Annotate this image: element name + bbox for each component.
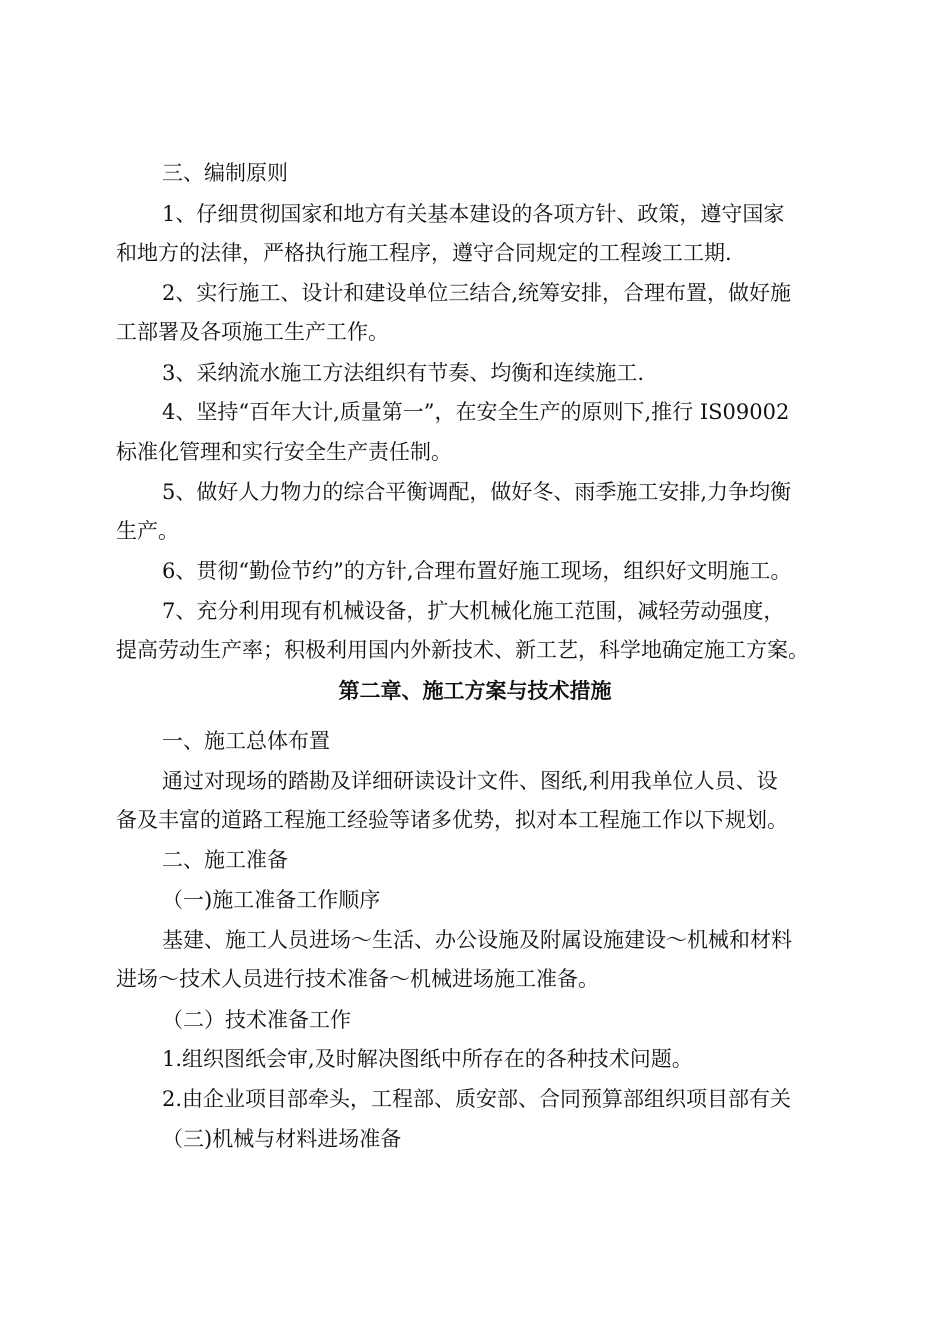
principle-6: 6、贯彻“勤俭节约”的方针,合理布置好施工现场，组织好文明施工。: [162, 559, 792, 583]
principle-5-line-1: 5、做好人力物力的综合平衡调配，做好冬、雨季施工安排,力争均衡: [162, 480, 792, 504]
tech-prep-item-2: 2.由企业项目部牵头，工程部、质安部、合同预算部组织项目部有关: [162, 1087, 792, 1111]
tech-prep-item-1: 1.组织图纸会审,及时解决图纸中所存在的各种技术问题。: [162, 1047, 693, 1071]
prep-order-title: （一)施工准备工作顺序: [162, 888, 381, 912]
layout-text-line-1: 通过对现场的踏勘及详细研读设计文件、图纸,利用我单位人员、设: [162, 769, 778, 793]
principle-2-line-2: 工部署及各项施工生产工作。: [116, 320, 389, 344]
principle-2-line-1: 2、实行施工、设计和建设单位三结合,统筹安排，合理布置，做好施: [162, 281, 792, 305]
chapter-2-title: 第二章、施工方案与技术措施: [338, 679, 612, 703]
prep-order-line-1: 基建、施工人员进场～生活、办公设施及附属设施建设～机械和材料: [162, 928, 792, 952]
prep-title: 二、施工准备: [162, 848, 288, 872]
layout-text-line-2: 备及丰富的道路工程施工经验等诸多优势，拟对本工程施工作以下规划。: [116, 808, 788, 832]
principle-3: 3、采纳流水施工方法组织有节奏、均衡和连续施工.: [162, 361, 645, 385]
machine-prep-title: （三)机械与材料进场准备: [162, 1127, 402, 1151]
principle-5-line-2: 生产。: [116, 519, 179, 543]
principle-4-line-1: 4、坚持“百年大计,质量第一”，在安全生产的原则下,推行 IS09002: [162, 400, 790, 424]
principle-1-line-2: 和地方的法律，严格执行施工程序，遵守合同规定的工程竣工工期.: [116, 241, 732, 265]
principle-4-line-2: 标准化管理和实行安全生产责任制。: [116, 440, 452, 464]
layout-title: 一、施工总体布置: [162, 729, 330, 753]
principle-7-line-2: 提高劳动生产率；积极利用国内外新技术、新工艺，科学地确定施工方案。: [116, 638, 809, 662]
section3-title: 三、编制原则: [162, 161, 288, 185]
principle-1-line-1: 1、仔细贯彻国家和地方有关基本建设的各项方针、政策，遵守国家: [162, 202, 785, 226]
principle-7-line-1: 7、充分利用现有机械设备，扩大机械化施工范围，减轻劳动强度，: [162, 599, 785, 623]
tech-prep-title: （二）技术准备工作: [162, 1008, 351, 1032]
prep-order-line-2: 进场～技术人员进行技术准备～机械进场施工准备。: [116, 967, 599, 991]
chapter-2-heading: [0, 676, 950, 706]
